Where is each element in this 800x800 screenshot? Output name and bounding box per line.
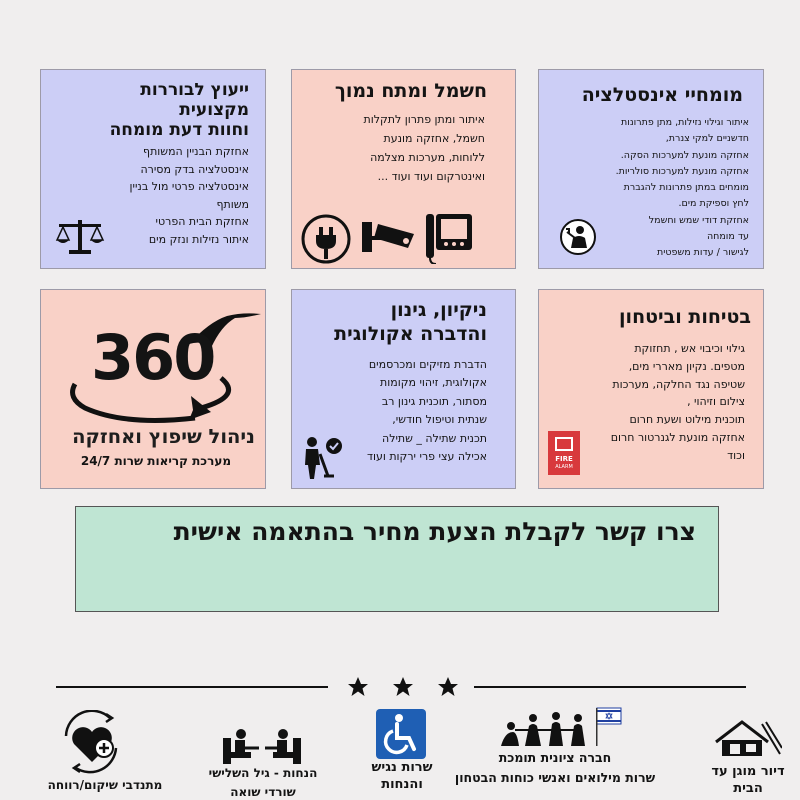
text-line: ואינטרקום ועוד ועוד ... xyxy=(377,170,485,183)
card-text xyxy=(611,340,745,465)
intercom-icon xyxy=(426,212,474,264)
card-title xyxy=(110,80,249,140)
card-title: בטיחות וביטחון xyxy=(619,306,751,328)
text-line: איתור ומתן פתרון לתקלות xyxy=(363,113,485,126)
text-line: אחזקת הבית הפרטי xyxy=(155,215,249,228)
text-line: מסתור, תוכנית גינון רב xyxy=(381,394,487,408)
text-line: אינסטלציה בדק מסירה xyxy=(140,162,249,176)
contact-text: צרו קשר לקבלת הצעת מחיר בהתאמה אישית xyxy=(173,517,696,546)
text-line: צילום וזיהוי , xyxy=(687,395,745,409)
text-line: גילוי וכיבוי אש , תחזוקת xyxy=(634,342,745,355)
text-line: שנתית וטיפול חודשי, xyxy=(392,413,487,427)
text-line: תכנית שתילה _ שתילה xyxy=(382,431,487,445)
footer-line: שורדי שואה xyxy=(230,784,296,799)
card-text xyxy=(616,115,749,262)
card-installation xyxy=(538,69,764,269)
plumber-icon xyxy=(559,218,597,256)
alarm-handle xyxy=(555,437,573,451)
text-line: אכילה עצי פרי ירקות ועוד xyxy=(366,450,487,464)
logo-number: 360 xyxy=(91,321,215,394)
divider-line-left xyxy=(56,686,328,688)
text-line: עד מומחה xyxy=(706,231,749,243)
alarm-text: ALARM xyxy=(555,464,573,470)
footer-line: דיור מוגן עד הבית xyxy=(711,764,785,796)
title-line: וחוות דעת מומחה xyxy=(109,120,249,140)
text-line: אחזקת הבניין המשותף xyxy=(143,145,249,158)
text-line: הדברת מזיקים ומכרסמים xyxy=(368,358,487,371)
scales-icon xyxy=(55,216,105,256)
footer-label-elderly xyxy=(190,766,336,800)
text-line: אינסטלציה פרטי מול בניין xyxy=(129,180,249,193)
wheelchair-icon xyxy=(376,709,426,759)
text-line: אחזקה מונעת לגנרטור חרום xyxy=(610,430,745,444)
footer-label-soldiers xyxy=(440,750,670,787)
footer-line: שרות מילואים ואנשי כוחות הבטחון xyxy=(454,770,656,786)
fire-alarm-icon xyxy=(548,431,580,475)
card-text xyxy=(367,356,487,466)
footer-label-wheelchair xyxy=(360,760,444,794)
card-title: חשמל ומתח נמוך xyxy=(334,80,487,102)
footer-line: שרות נגיש xyxy=(371,760,433,775)
text-line: אחזקה מונעת למערכות סולריות. xyxy=(615,165,749,177)
text-line: איתור נזילות ונזק מים xyxy=(148,232,249,246)
card-title: ניהול שיפוץ ואחזקה xyxy=(72,425,255,448)
plug-icon xyxy=(300,213,352,265)
text-line: איתור וגילוי נזילות, מתן פתרונות xyxy=(620,117,749,128)
card-consulting xyxy=(40,69,266,269)
card-management xyxy=(40,289,266,489)
text-line: תוכנית מילוט ושעת חרום xyxy=(629,413,745,427)
title-line: ניקיון, גינון xyxy=(390,299,487,321)
contact-banner[interactable] xyxy=(75,506,719,612)
card-title: מומחיי אינסטלציה xyxy=(581,84,743,106)
text-line: אחזקה מונעת למערכות הסקה. xyxy=(620,149,749,161)
star-icon xyxy=(437,676,459,698)
card-text xyxy=(364,110,486,186)
footer-label-heart xyxy=(40,778,170,794)
text-line: מומחים במתן פתרונות להגברת xyxy=(623,182,749,194)
footer-line: מתנדבי שיקום/רווחה xyxy=(47,778,163,792)
footer-line: חברה ציונית תומכת xyxy=(498,750,612,765)
footer-line: והנחות xyxy=(381,776,423,792)
text-line: וכוד xyxy=(727,448,745,462)
footer-line: הנחות - גיל השלישי xyxy=(208,766,318,780)
elderly-couple-icon xyxy=(221,726,303,766)
card-text xyxy=(130,143,249,248)
text-line: אקולוגית, זיהוי מקומות xyxy=(380,376,487,390)
text-line: אחזקת דודי שמש וחשמל xyxy=(648,214,749,226)
text-line: שטיפה נגד החלקה, מערכות xyxy=(612,377,745,391)
title-line: מקצועית xyxy=(179,100,249,120)
card-cleaning xyxy=(291,289,516,489)
footer-label-house xyxy=(700,764,796,798)
text-line: ללוחות, מערכות מצלמה xyxy=(370,151,485,164)
text-line: לגישור / עדות משפטית xyxy=(657,247,749,259)
house-icon xyxy=(712,718,782,758)
text-line: מטפים. נקיון מאררי מים, xyxy=(628,359,745,373)
security-camera-icon xyxy=(358,218,416,260)
divider-line-right xyxy=(474,686,746,688)
heart-plus-icon xyxy=(58,710,126,776)
star-icon xyxy=(392,676,414,698)
card-electric xyxy=(291,69,516,269)
soldiers-flag-icon xyxy=(495,706,625,748)
card-title xyxy=(334,298,487,346)
card-subtitle: מערכת קריאות שרות 24/7 xyxy=(80,454,231,468)
card-safety xyxy=(538,289,764,489)
title-line: ייעוץ לבוררות xyxy=(140,80,249,100)
text-line: משותף xyxy=(216,197,249,211)
alarm-text: FIRE xyxy=(555,455,573,463)
cleaner-icon xyxy=(298,434,344,480)
text-line: חדשניים למקי צנרת, xyxy=(665,133,749,145)
title-line: והדברה אקולוגית xyxy=(334,323,487,345)
text-line: חשמל, אחזקה מונעת xyxy=(383,132,485,145)
star-icon xyxy=(347,676,369,698)
text-line: לחץ וספיקת מים. xyxy=(678,198,749,210)
